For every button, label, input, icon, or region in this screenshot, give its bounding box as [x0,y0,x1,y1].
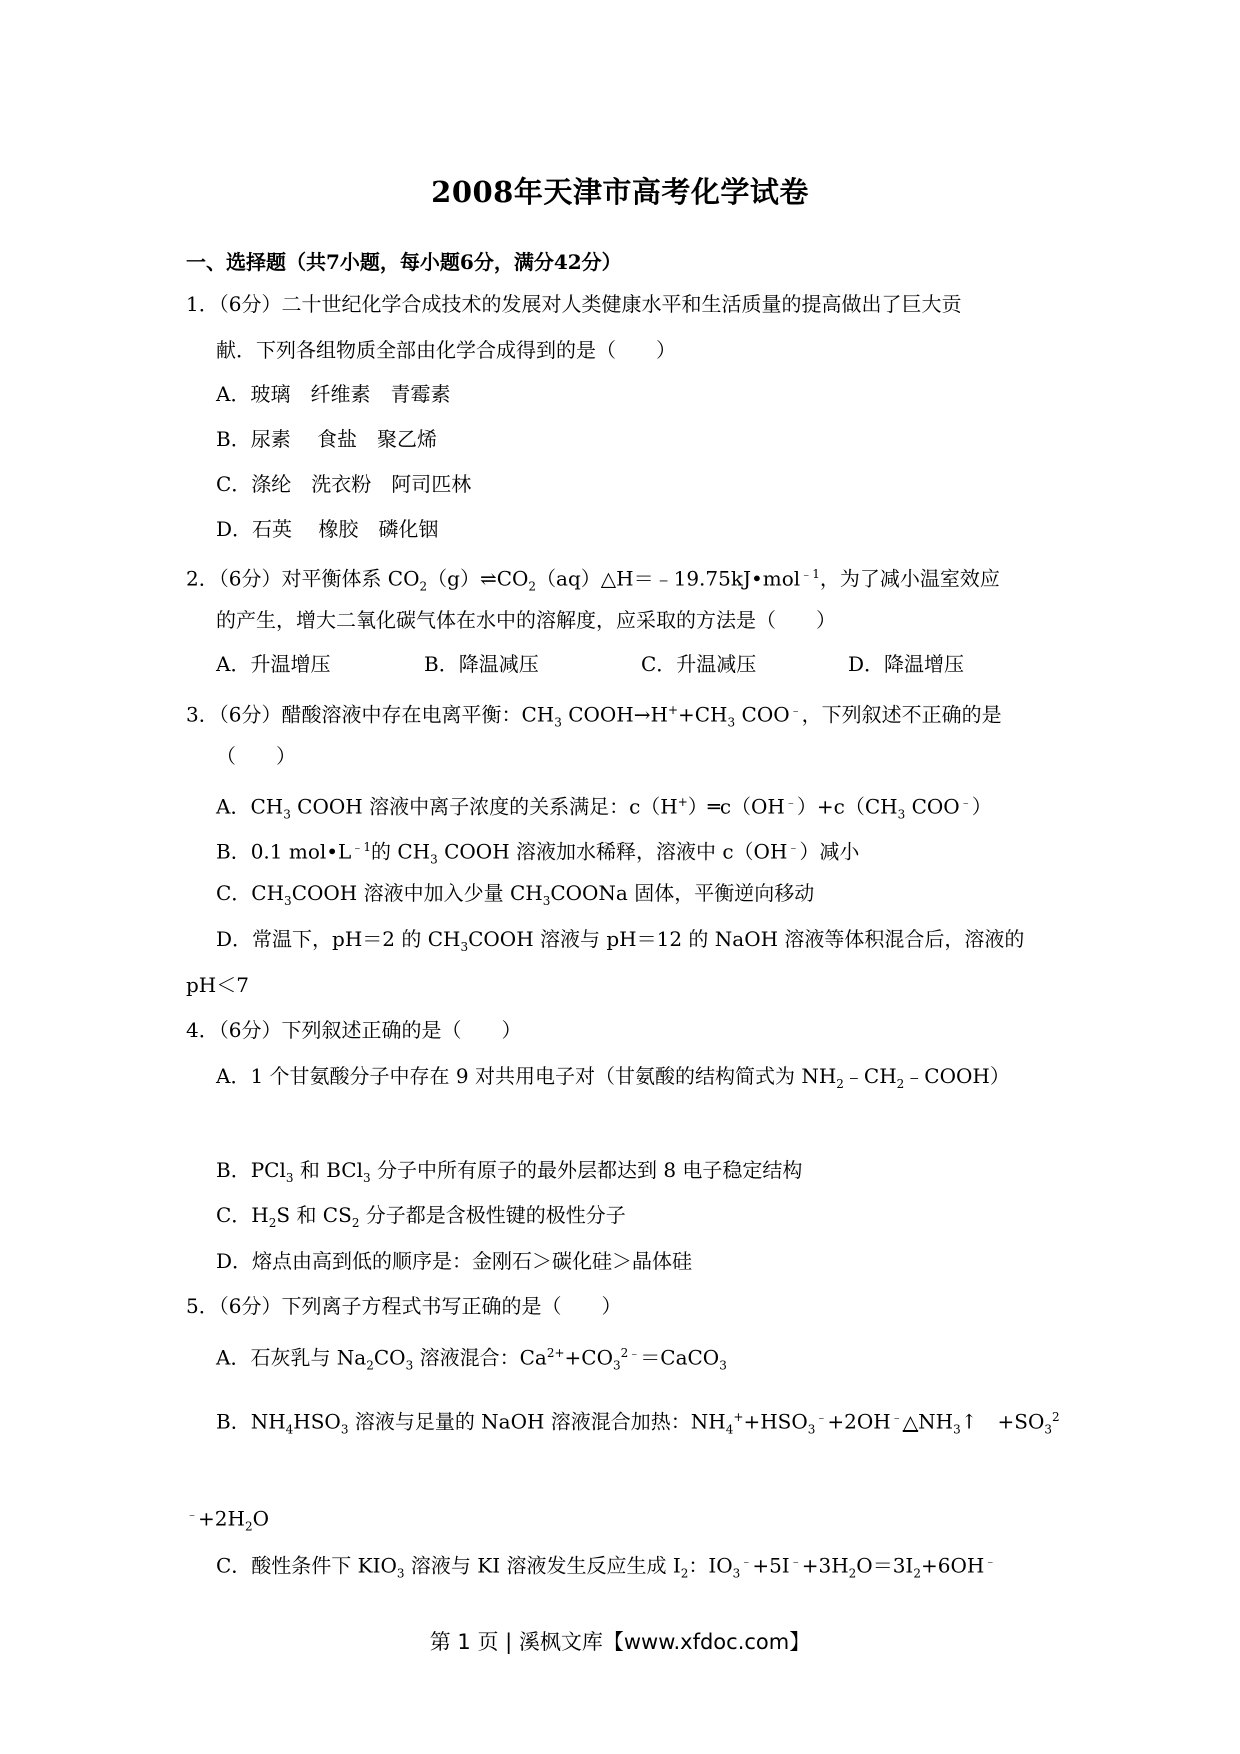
question-1-stem-cont: 献．下列各组物质全部由化学合成得到的是（ ） [216,338,676,362]
page-footer: 第 1 页 | 溪枫文库【www.xfdoc.com】 [429,1630,811,1654]
question-3-stem-cont: （ ） [216,744,296,768]
question-1-option-b: B．尿素 食盐 聚乙烯 [216,427,438,451]
question-5-option-c: C．酸性条件下 $KIO_3$ 溶液与 KI 溶液发生反应生成 $I_2$：$IO_3^﹣+5I^﹣+3H_2O=3I_2+6OH^﹣$ [216,1553,997,1581]
question-3-option-a: A．$CH_3$ COOH 溶液中离子浓度的关系满足：$c(H^+)═c(OH^﹣)+c(CH_3$ COO﹣） [216,794,992,822]
question-2-stem: 2．（6分）对平衡体系 $CO_2(g)\rightleftharpoons CO_2(aq)\triangle H=﹣19.75kJ•mol^{﹣1}$，为了减小温室效应 [186,566,1000,594]
question-2-option-c: C．升温减压 [641,652,757,676]
question-3-stem: 3．（6分）醋酸溶液中存在电离平衡：$CH_3$ $COOH\to H^++CH_3$ COO﹣，下列叙述不正确的是 [186,702,1002,730]
page-title: 2008年天津市高考化学试卷 [431,175,809,209]
question-2-option-b: B．降温减压 [424,652,539,676]
question-2-stem-cont: 的产生，增大二氧化碳气体在水中的溶解度，应采取的方法是（ ） [216,608,836,632]
question-5-option-b-cont: $^﹣+2H_2O$ [186,1506,269,1534]
heat-symbol: △ [902,1409,919,1434]
section-heading: 一、选择题（共7小题，每小题6分，满分42分） [186,250,622,274]
question-5-stem: 5．（6分）下列离子方程式书写正确的是（ ） [186,1294,622,1318]
question-4-option-d: D．熔点由高到低的顺序是：金刚石＞碳化硅＞晶体硅 [216,1249,693,1273]
question-1-stem: 1．（6分）二十世纪化学合成技术的发展对人类健康水平和生活质量的提高做出了巨大贡 [186,292,962,316]
question-3-option-b: B．0.1 $mol•L^{﹣1}$的 $CH_3$ COOH 溶液加水稀释，溶液中 c（OH﹣）减小 [216,839,860,867]
question-4-option-c: C．$H_2S$ 和 $CS_2$ 分子都是含极性键的极性分子 [216,1203,626,1230]
question-2-option-a: A．升温增压 [216,652,331,676]
question-1-option-c: C．涤纶 洗衣粉 阿司匹林 [216,472,472,496]
question-4-option-b: B．PCl$_3$ 和 BCl$_3$ 分子中所有原子的最外层都达到 8 电子稳定结构 [216,1158,803,1185]
question-2-option-d: D．降温增压 [848,652,965,676]
question-5-option-a: A．石灰乳与 $Na_2CO_3$ 溶液混合：$Ca^{2+}+CO_3^{2﹣}=CaCO_3$ [216,1345,727,1373]
question-4-option-a: A．1 个甘氨酸分子中存在 9 对共用电子对（甘氨酸的结构简式为 $NH_2﹣CH_2﹣COOH$） [216,1064,1010,1091]
question-3-option-c: C．$CH_3COOH$ 溶液中加入少量 $CH_3COONa$ 固体，平衡逆向移动 [216,881,815,908]
question-1-option-d: D．石英 橡胶 磷化铟 [216,517,439,541]
question-3-option-d: D．常温下，pH＝2 的 $CH_3COOH$ 溶液与 pH＝12 的 NaOH 溶液等体积混合后，溶液的 [216,927,1025,954]
question-5-option-b: B．$NH_4HSO_3$ 溶液与足量的 NaOH 溶液混合加热：$NH_4^++HSO_3^﹣+2OH^﹣\triangle NH_3↑$ $+SO_3^2$ [216,1409,1060,1437]
question-4-stem: 4．（6分）下列叙述正确的是（ ） [186,1018,522,1042]
question-3-option-d-cont: pH＜7 [186,973,249,997]
question-1-option-a: A．玻璃 纤维素 青霉素 [216,382,451,406]
